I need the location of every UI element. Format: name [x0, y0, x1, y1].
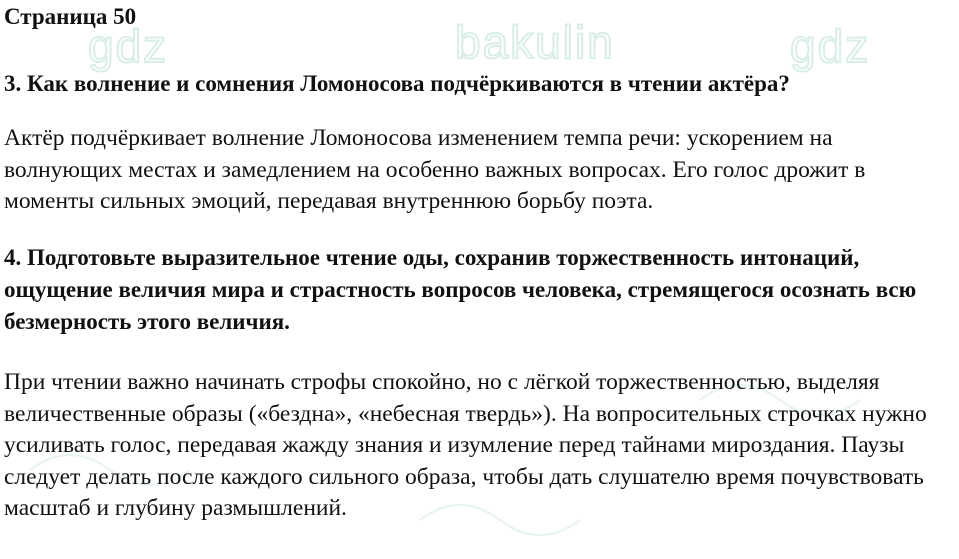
watermark-text: gdz: [88, 20, 169, 72]
question-4: 4. Подготовьте выразительное чтение оды, сохранив торжественность интонаций, ощущение величия мира и страстность вопросов человека, стремящегося осознать всю безмерность этого величия.: [4, 245, 917, 334]
answer-4: При чтении важно начинать строфы спокойно, но с лёгкой торжественностью, выделяя величественные образы («бездна», «небесная твердь»). На вопросительных строчках нужно усиливать голос, передавая жажду знания и изумление перед тайнами мироздания. Паузы следует делать после каждого сильного образа, чтобы дать слушателю время почувствовать масштаб и глубину размышлений.: [4, 369, 927, 521]
answer-3: Актёр подчёркивает волнение Ломоносова изменением темпа речи: ускорением на волнующих местах и замедлением на особенно важных вопросах. Его голос дрожит в моменты сильных эмоций, передавая внутреннюю борьбу поэта.: [4, 125, 866, 214]
watermark-text: gdz: [790, 20, 871, 72]
question-3: 3. Как волнение и сомнения Ломоносова подчёркиваются в чтении актёра?: [4, 71, 790, 96]
page-title: Страница 50: [4, 4, 137, 29]
watermark-text: bakulin: [455, 16, 615, 68]
